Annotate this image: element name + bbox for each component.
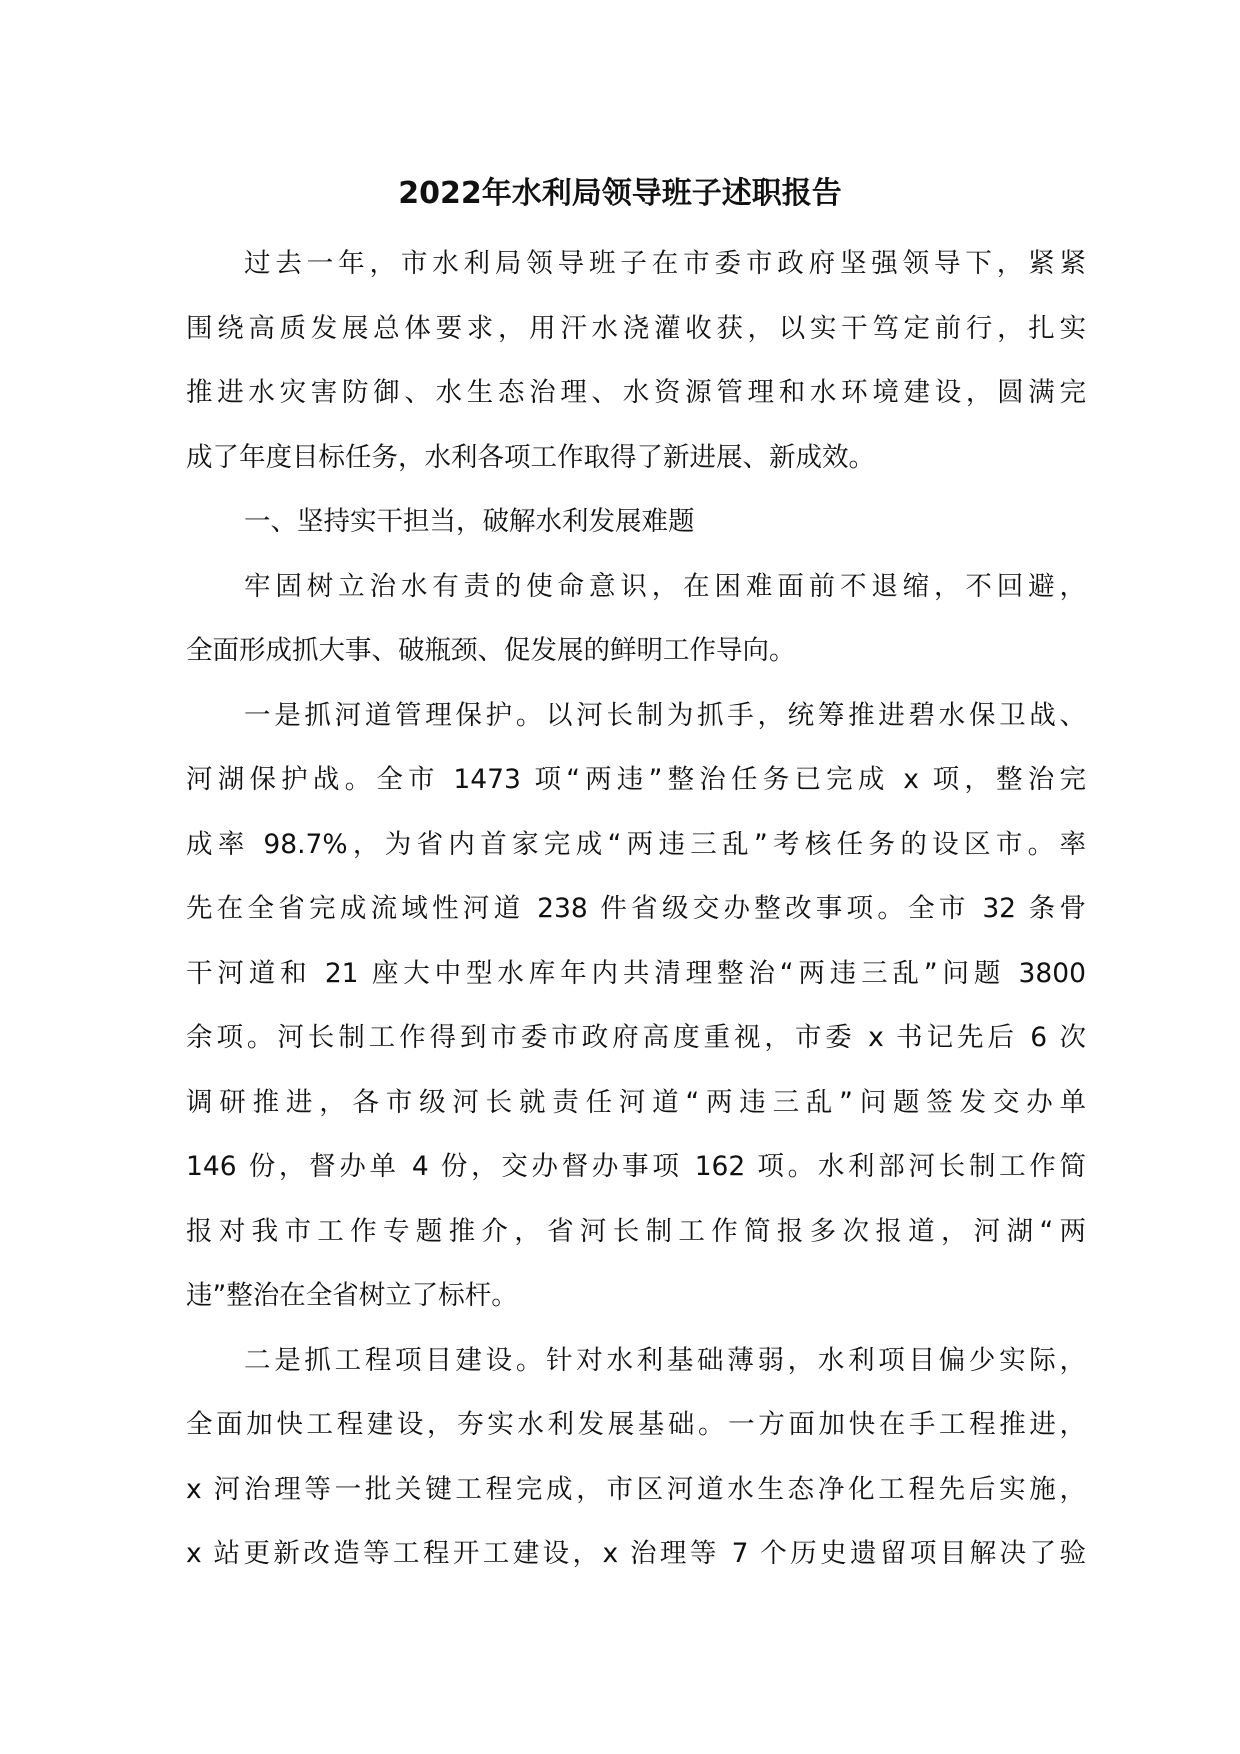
text-line: 推进水灾害防御、水生态治理、水资源管理和水环境建设，圆满完 xyxy=(186,377,1086,408)
text-line: 成率 98.7%，为省内首家完成“两违三乱”考核任务的设区市。率 xyxy=(186,828,1086,860)
text-line: 一是抓河道管理保护。以河长制为抓手，统筹推进碧水保卫战、 xyxy=(244,699,1086,731)
text-line: 违”整治在全省树立了标杆。 xyxy=(186,1280,518,1311)
text-line: 报对我市工作专题推介，省河长制工作简报多次报道，河湖“两 xyxy=(186,1215,1086,1247)
text-line: 二是抓工程项目建设。针对水利基础薄弱，水利项目偏少实际， xyxy=(244,1344,1086,1376)
text-line: 干河道和 21 座大中型水库年内共清理整治“两违三乱”问题 3800 xyxy=(186,957,1086,989)
text-line: 过去一年，市水利局领导班子在市委市政府坚强领导下，紧紧 xyxy=(244,248,1086,279)
document-title: 2022年水利局领导班子述职报告 xyxy=(398,176,842,211)
text-line: 全面形成抓大事、破瓶颈、促发展的鲜明工作导向。 xyxy=(186,635,796,666)
text-line: 先在全省完成流域性河道 238 件省级交办整改事项。全市 32 条骨 xyxy=(186,893,1086,924)
text-line: 调研推进，各市级河长就责任河道“两违三乱”问题签发交办单 xyxy=(186,1086,1086,1118)
text-line: 河湖保护战。全市 1473 项“两违”整治任务已完成 x 项，整治完 xyxy=(186,764,1086,795)
text-line: 围绕高质发展总体要求，用汗水浇灌收获，以实干笃定前行，扎实 xyxy=(186,312,1086,344)
text-line: x 站更新改造等工程开工建设，x 治理等 7 个历史遗留项目解决了验 xyxy=(186,1538,1086,1569)
text-line: 牢固树立治水有责的使命意识，在困难面前不退缩，不回避， xyxy=(244,570,1086,602)
text-line: 余项。河长制工作得到市委市政府高度重视，市委 x 书记先后 6 次 xyxy=(186,1022,1086,1053)
text-line: 146 份，督办单 4 份，交办督办事项 162 项。水利部河长制工作简 xyxy=(186,1151,1086,1182)
document-body xyxy=(186,232,1086,1587)
text-line: 全面加快工程建设，夯实水利发展基础。一方面加快在手工程推进， xyxy=(186,1409,1086,1440)
text-line: 成了年度目标任务，水利各项工作取得了新进展、新成效。 xyxy=(186,441,875,473)
text-line: 一、坚持实干担当，破解水利发展难题 xyxy=(244,506,695,537)
text-line: x 河治理等一批关键工程完成，市区河道水生态净化工程先后实施， xyxy=(186,1473,1086,1505)
